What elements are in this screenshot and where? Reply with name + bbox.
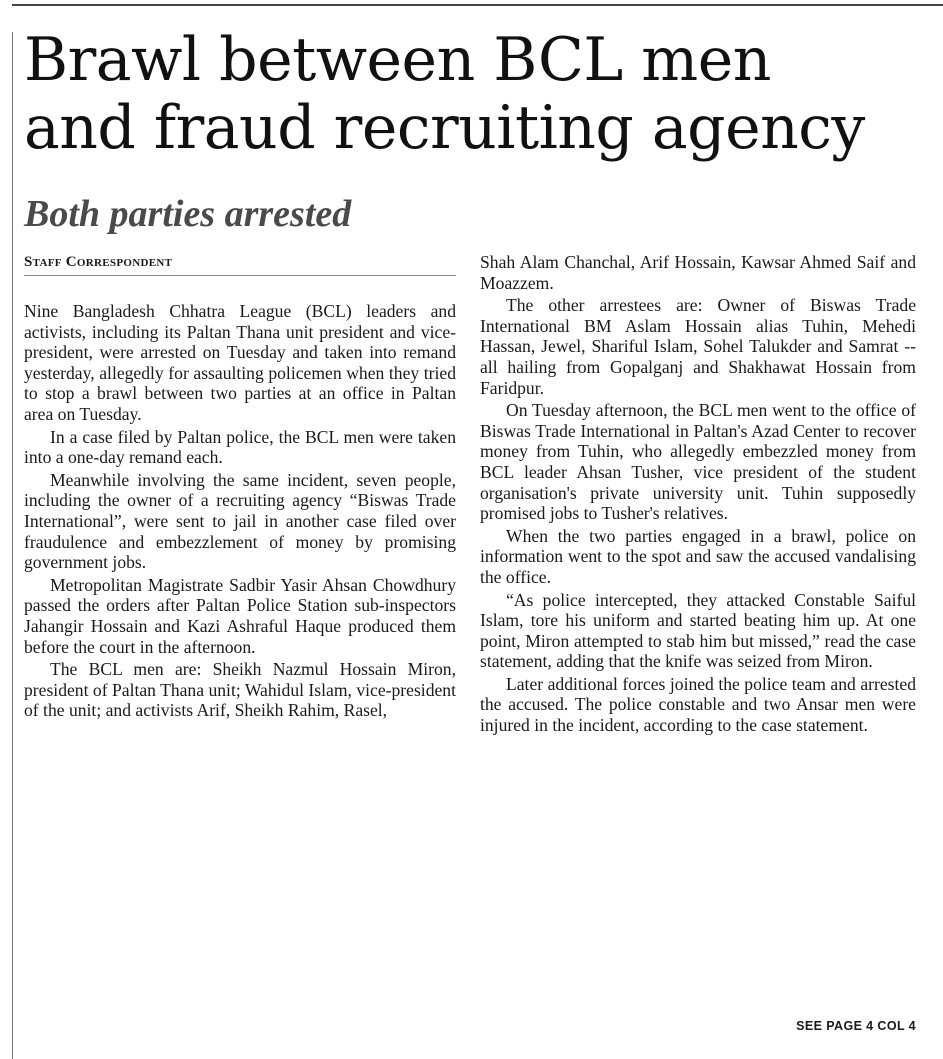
left-column-rule <box>12 32 13 1059</box>
headline <box>24 26 934 162</box>
byline: Staff Correspondent <box>24 252 456 276</box>
subheadline: Both parties arrested <box>24 193 352 235</box>
paragraph: Nine Bangladesh Chhatra League (BCL) leaders and activists, including its Paltan Thana unit president and vice-president, were arrested on Tuesday and taken into remand yesterday, allegedly for assaulting policemen when they tried to stop a brawl between two parties at an office in Paltan area on Tuesday. <box>24 301 456 424</box>
paragraph: On Tuesday afternoon, the BCL men went to the office of Biswas Trade International in Paltan's Azad Center to recover money from Tuhin, who allegedly embezzled money from BCL leader Ahsan Tusher, vice president of the student organisation's private university unit. Tuhin supposedly promised jobs to Tusher's relatives. <box>480 400 916 524</box>
paragraph: “As police intercepted, they attacked Constable Saiful Islam, tore his uniform and started beating him up. At one point, Miron attempted to stab him but missed,” read the case statement, adding that the knife was seized from Miron. <box>480 589 916 672</box>
paragraph: Later additional forces joined the police team and arrested the accused. The police constable and two Ansar men were injured in the incident, according to the case statement. <box>480 673 916 736</box>
headline-line-1: Brawl between BCL men <box>24 25 771 95</box>
article-column-left <box>24 252 456 723</box>
continuation-jump-line: SEE PAGE 4 COL 4 <box>796 1019 916 1033</box>
paragraph: The BCL men are: Sheikh Nazmul Hossain Miron, president of Paltan Thana unit; Wahidul Islam, vice-president of the unit; and activists Arif, Sheikh Rahim, Rasel, <box>24 659 456 721</box>
paragraph: Metropolitan Magistrate Sadbir Yasir Ahsan Chowdhury passed the orders after Paltan Police Station sub-inspectors Jahangir Hossain and Kazi Ashraful Haque produced them before the court in the afternoon. <box>24 574 456 657</box>
paragraph: When the two parties engaged in a brawl, police on information went to the spot and saw the accused vandalising the office. <box>480 525 916 587</box>
paragraph-continued: Shah Alam Chanchal, Arif Hossain, Kawsar Ahmed Saif and Moazzem. <box>480 252 916 293</box>
headline-line-2: and fraud recruiting agency <box>24 93 865 163</box>
paragraph: Meanwhile involving the same incident, seven people, including the owner of a recruiting agency “Biswas Trade International”, were sent to jail in another case filed over fraudulence and embezzlement of money by promising government jobs. <box>24 469 456 573</box>
paragraph: The other arrestees are: Owner of Biswas Trade International BM Aslam Hossain alias Tuhin, Mehedi Hassan, Jewel, Shariful Islam, Sohel Talukder and Samrat -- all hailing from Gopalganj and Shakhawat Hossain from Faridpur. <box>480 295 916 398</box>
paragraph: In a case filed by Paltan police, the BCL men were taken into a one-day remand each. <box>24 426 456 468</box>
article-column-right <box>480 252 916 738</box>
top-rule <box>12 4 943 6</box>
